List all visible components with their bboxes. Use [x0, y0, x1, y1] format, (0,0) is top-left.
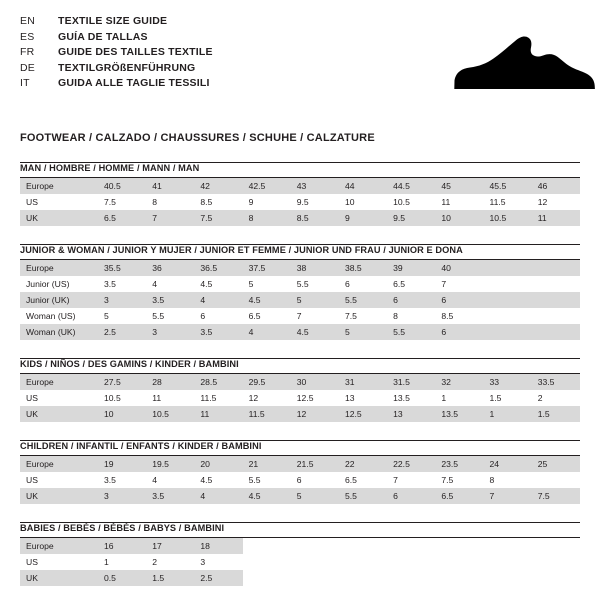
cell: 5	[339, 324, 387, 340]
block-title: CHILDREN / INFANTIL / ENFANTS / KINDER / BAMBINI	[20, 441, 262, 451]
cell: 3.5	[98, 472, 146, 488]
cell	[484, 308, 532, 324]
table-row	[20, 292, 580, 308]
cell: 6	[339, 276, 387, 292]
cell: 8.5	[291, 210, 339, 226]
cell: 7	[387, 472, 435, 488]
cell: 1	[435, 390, 483, 406]
cell: 7	[146, 210, 194, 226]
cell: 2	[146, 554, 194, 570]
cell: 10	[98, 406, 146, 422]
row-label: Europe	[20, 178, 98, 194]
size-block-kids	[20, 358, 580, 422]
language-code: FR	[20, 46, 35, 58]
cell: 6	[194, 308, 242, 324]
cell: 8	[243, 210, 291, 226]
table-row	[20, 554, 580, 570]
cell: 10.5	[387, 194, 435, 210]
cell-empty	[435, 570, 483, 586]
cell: 1	[484, 406, 532, 422]
language-row	[20, 45, 213, 61]
cell: 5.5	[387, 324, 435, 340]
cell: 8	[387, 308, 435, 324]
cell: 42	[194, 178, 242, 194]
cell: 45	[435, 178, 483, 194]
cell: 3.5	[98, 276, 146, 292]
cell: 4.5	[194, 276, 242, 292]
cell: 6.5	[387, 276, 435, 292]
cell: 2.5	[194, 570, 242, 586]
cell-empty	[532, 570, 580, 586]
cell	[484, 324, 532, 340]
cell: 3.5	[146, 292, 194, 308]
table-row	[20, 390, 580, 406]
cell	[532, 324, 580, 340]
cell: 5.5	[339, 488, 387, 504]
cell: 3	[98, 488, 146, 504]
cell: 3	[194, 554, 242, 570]
cell-empty	[243, 538, 291, 554]
size-table	[20, 538, 580, 586]
table-row	[20, 276, 580, 292]
cell: 10.5	[146, 406, 194, 422]
row-label: US	[20, 472, 98, 488]
language-row	[20, 14, 213, 30]
language-title: TEXTILE SIZE GUIDE	[58, 15, 168, 27]
cell: 5.5	[291, 276, 339, 292]
cell: 1.5	[484, 390, 532, 406]
language-code: EN	[20, 15, 35, 27]
cell: 10	[435, 210, 483, 226]
cell: 4	[194, 292, 242, 308]
row-label: UK	[20, 210, 98, 226]
cell: 21	[243, 456, 291, 472]
size-table	[20, 374, 580, 422]
cell	[484, 276, 532, 292]
cell: 9.5	[291, 194, 339, 210]
cell: 28.5	[194, 374, 242, 390]
cell: 44.5	[387, 178, 435, 194]
row-label: Junior (US)	[20, 276, 98, 292]
cell-empty	[387, 570, 435, 586]
cell-empty	[387, 554, 435, 570]
table-row	[20, 570, 580, 586]
size-block-children	[20, 440, 580, 504]
cell: 36	[146, 260, 194, 276]
cell: 6	[291, 472, 339, 488]
cell: 10.5	[98, 390, 146, 406]
row-label: Europe	[20, 538, 98, 554]
table-row	[20, 210, 580, 226]
row-label: Woman (US)	[20, 308, 98, 324]
table-row	[20, 194, 580, 210]
cell: 38	[291, 260, 339, 276]
cell: 7.5	[339, 308, 387, 324]
cell-empty	[291, 554, 339, 570]
footwear-section-title: FOOTWEAR / CALZADO / CHAUSSURES / SCHUHE / CALZATURE	[20, 132, 375, 144]
row-label: Europe	[20, 260, 98, 276]
size-block-babies	[20, 522, 580, 586]
cell: 45.5	[484, 178, 532, 194]
cell: 38.5	[339, 260, 387, 276]
cell: 3.5	[146, 488, 194, 504]
block-title: KIDS / NIÑOS / DES GAMINS / KINDER / BAMBINI	[20, 359, 239, 369]
row-label: Europe	[20, 456, 98, 472]
cell: 13	[387, 406, 435, 422]
cell: 7	[291, 308, 339, 324]
cell: 7.5	[194, 210, 242, 226]
cell: 20	[194, 456, 242, 472]
cell-empty	[387, 538, 435, 554]
cell: 1	[98, 554, 146, 570]
cell: 4.5	[243, 488, 291, 504]
cell: 5	[291, 292, 339, 308]
cell	[532, 472, 580, 488]
cell: 24	[484, 456, 532, 472]
cell-empty	[339, 570, 387, 586]
cell: 19.5	[146, 456, 194, 472]
table-row	[20, 324, 580, 340]
cell: 5.5	[339, 292, 387, 308]
cell: 9	[243, 194, 291, 210]
cell: 5	[243, 276, 291, 292]
row-label: UK	[20, 488, 98, 504]
row-label: Woman (UK)	[20, 324, 98, 340]
size-table	[20, 456, 580, 504]
cell: 28	[146, 374, 194, 390]
cell: 4	[243, 324, 291, 340]
size-block-junior-woman	[20, 244, 580, 340]
block-title: MAN / HOMBRE / HOMME / MANN / MAN	[20, 163, 200, 173]
cell: 12.5	[291, 390, 339, 406]
cell: 46	[532, 178, 580, 194]
table-row	[20, 488, 580, 504]
cell: 4.5	[194, 472, 242, 488]
row-label: US	[20, 390, 98, 406]
cell: 40	[435, 260, 483, 276]
language-row	[20, 61, 213, 77]
cell: 6.5	[435, 488, 483, 504]
table-row	[20, 406, 580, 422]
language-title-list	[20, 14, 213, 92]
cell: 23.5	[435, 456, 483, 472]
language-row	[20, 30, 213, 46]
cell-empty	[339, 538, 387, 554]
cell: 39	[387, 260, 435, 276]
language-row	[20, 76, 213, 92]
cell-empty	[291, 538, 339, 554]
cell: 4	[194, 488, 242, 504]
cell: 11	[146, 390, 194, 406]
table-row	[20, 308, 580, 324]
cell-empty	[435, 554, 483, 570]
cell: 12.5	[339, 406, 387, 422]
cell: 9.5	[387, 210, 435, 226]
row-label: US	[20, 554, 98, 570]
cell: 5.5	[146, 308, 194, 324]
language-code: DE	[20, 61, 35, 74]
cell: 1.5	[532, 406, 580, 422]
table-row	[20, 538, 580, 554]
cell	[532, 308, 580, 324]
language-title: GUIDA ALLE TAGLIE TESSILI	[58, 77, 210, 89]
cell: 25	[532, 456, 580, 472]
cell: 0.5	[98, 570, 146, 586]
cell: 31	[339, 374, 387, 390]
cell: 7	[435, 276, 483, 292]
cell: 3	[98, 292, 146, 308]
cell: 2	[532, 390, 580, 406]
row-label: US	[20, 194, 98, 210]
cell: 3.5	[194, 324, 242, 340]
row-label: Junior (UK)	[20, 292, 98, 308]
cell-empty	[291, 570, 339, 586]
cell-empty	[532, 554, 580, 570]
cell: 8	[146, 194, 194, 210]
cell: 3	[146, 324, 194, 340]
cell: 21.5	[291, 456, 339, 472]
cell: 33.5	[532, 374, 580, 390]
cell: 6	[387, 488, 435, 504]
cell: 11	[435, 194, 483, 210]
cell-empty	[484, 570, 532, 586]
cell: 6	[435, 324, 483, 340]
cell: 4.5	[291, 324, 339, 340]
cell-empty	[484, 554, 532, 570]
cell: 30	[291, 374, 339, 390]
cell: 12	[291, 406, 339, 422]
language-title: TEXTILGRÖßENFÜHRUNG	[58, 61, 196, 74]
row-label: UK	[20, 570, 98, 586]
cell-empty	[532, 538, 580, 554]
cell: 8.5	[435, 308, 483, 324]
cell: 5	[98, 308, 146, 324]
cell: 37.5	[243, 260, 291, 276]
cell: 32	[435, 374, 483, 390]
cell-empty	[243, 570, 291, 586]
language-code: IT	[20, 77, 30, 89]
cell: 44	[339, 178, 387, 194]
cell: 6.5	[243, 308, 291, 324]
size-table	[20, 260, 580, 340]
cell-empty	[484, 538, 532, 554]
cell: 10.5	[484, 210, 532, 226]
cell: 36.5	[194, 260, 242, 276]
cell: 6.5	[98, 210, 146, 226]
cell: 17	[146, 538, 194, 554]
cell: 27.5	[98, 374, 146, 390]
cell: 8	[484, 472, 532, 488]
cell: 13.5	[435, 406, 483, 422]
cell-empty	[243, 554, 291, 570]
header	[20, 14, 580, 114]
cell: 13.5	[387, 390, 435, 406]
table-row	[20, 472, 580, 488]
cell: 11.5	[194, 390, 242, 406]
cell: 41	[146, 178, 194, 194]
cell: 22	[339, 456, 387, 472]
cell	[532, 276, 580, 292]
cell: 5.5	[243, 472, 291, 488]
language-title: GUIDE DES TAILLES TEXTILE	[58, 46, 213, 58]
cell: 11	[532, 210, 580, 226]
cell: 35.5	[98, 260, 146, 276]
cell: 5	[291, 488, 339, 504]
cell: 10	[339, 194, 387, 210]
cell: 33	[484, 374, 532, 390]
block-title: JUNIOR & WOMAN / JUNIOR Y MUJER / JUNIOR ET FEMME / JUNIOR UND FRAU / JUNIOR E DONA	[20, 245, 463, 255]
cell: 7.5	[98, 194, 146, 210]
cell: 43	[291, 178, 339, 194]
cell	[484, 292, 532, 308]
cell: 11.5	[243, 406, 291, 422]
cell: 12	[243, 390, 291, 406]
cell: 7.5	[532, 488, 580, 504]
table-row	[20, 178, 580, 194]
cell: 7.5	[435, 472, 483, 488]
cell: 4.5	[243, 292, 291, 308]
cell: 31.5	[387, 374, 435, 390]
block-title: BABIES / BEBÉS / BÉBÉS / BABYS / BAMBINI	[20, 523, 225, 533]
size-block-man	[20, 162, 580, 226]
cell: 6.5	[339, 472, 387, 488]
row-label: UK	[20, 406, 98, 422]
cell: 42.5	[243, 178, 291, 194]
cell: 22.5	[387, 456, 435, 472]
cell: 13	[339, 390, 387, 406]
cell: 2.5	[98, 324, 146, 340]
cell-empty	[435, 538, 483, 554]
cell: 4	[146, 472, 194, 488]
table-row	[20, 374, 580, 390]
cell: 19	[98, 456, 146, 472]
cell: 8.5	[194, 194, 242, 210]
cell	[532, 292, 580, 308]
cell: 29.5	[243, 374, 291, 390]
table-row	[20, 260, 580, 276]
row-label: Europe	[20, 374, 98, 390]
cell: 4	[146, 276, 194, 292]
cell: 12	[532, 194, 580, 210]
cell: 40.5	[98, 178, 146, 194]
cell: 16	[98, 538, 146, 554]
size-table	[20, 178, 580, 226]
cell: 11	[194, 406, 242, 422]
cell	[532, 260, 580, 276]
cell: 9	[339, 210, 387, 226]
language-title: GUÍA DE TALLAS	[58, 30, 148, 43]
dress-shoe-icon	[410, 36, 595, 98]
cell-empty	[339, 554, 387, 570]
cell: 1.5	[146, 570, 194, 586]
table-row	[20, 456, 580, 472]
cell: 6	[435, 292, 483, 308]
language-code: ES	[20, 30, 35, 43]
cell: 18	[194, 538, 242, 554]
cell: 7	[484, 488, 532, 504]
cell: 6	[387, 292, 435, 308]
cell	[484, 260, 532, 276]
cell: 11.5	[484, 194, 532, 210]
